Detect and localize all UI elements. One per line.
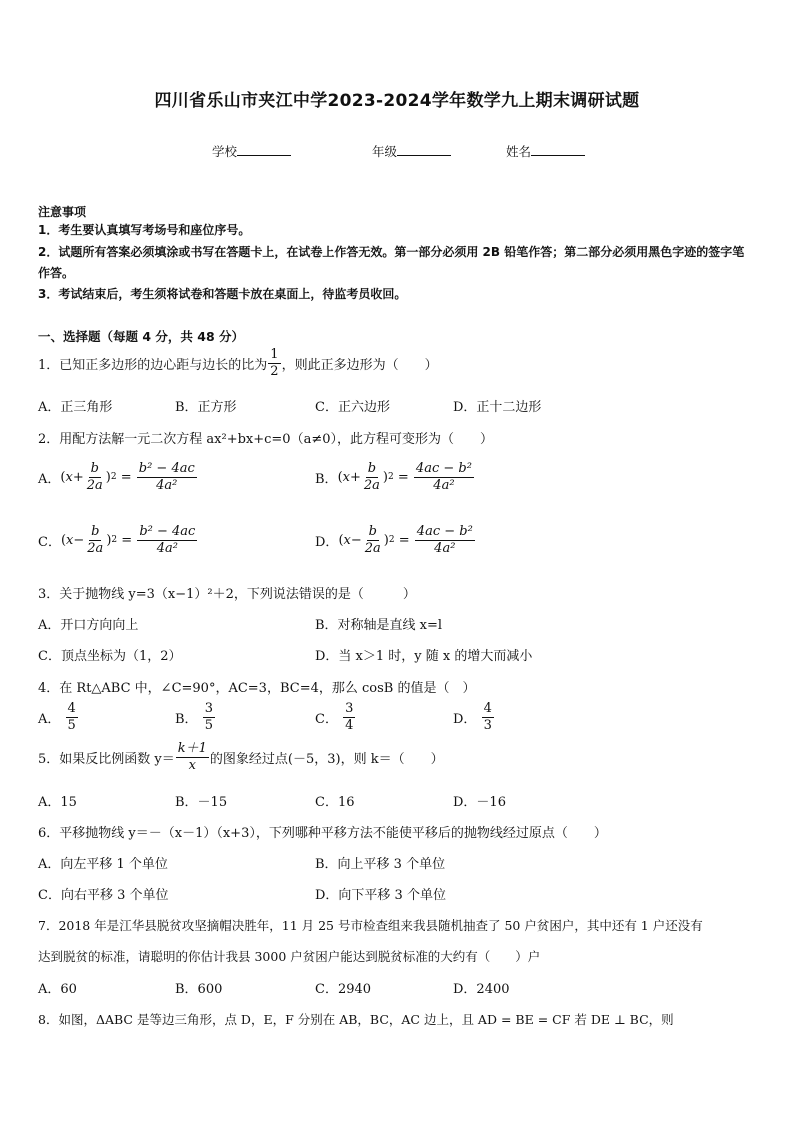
option-d[interactable]: D．向下平移 3 个单位 — [315, 888, 446, 903]
option-a[interactable]: A．15 — [38, 795, 77, 810]
option-a[interactable]: A．向左平移 1 个单位 — [38, 857, 168, 872]
option-c[interactable]: C．2940 — [315, 982, 372, 997]
school-field[interactable]: 学校 — [212, 142, 291, 160]
option-c[interactable]: C．16 — [315, 795, 355, 810]
option-a[interactable]: A．正三角形 — [38, 400, 113, 415]
fraction: $\frac{1}{2}$ — [270, 347, 279, 379]
option-d[interactable]: D．－16 — [453, 795, 506, 810]
notice-item: 1．考生要认真填写考场号和座位序号。 — [38, 223, 251, 237]
option-c[interactable]: C．向右平移 3 个单位 — [38, 888, 169, 903]
option-b[interactable]: B．600 — [175, 982, 223, 997]
option-a[interactable]: A． $\frac{4}{5}$ — [38, 701, 76, 733]
option-d[interactable]: D． ( x − $\frac{b}{2a}$ ) 2 = $\frac{\text{4ac − b²}}{\text{4a²}}$ — [315, 524, 473, 556]
option-a[interactable]: A． ( x + $\frac{b}{2a}$ ) 2 = $\frac{\text{b² − 4ac}}{\text{4a²}}$ — [38, 461, 195, 493]
notice-item: 2．试题所有答案必须填涂或书写在答题卡上，在试卷上作答无效。第一部分必须用 2B 铅笔作答；第二部分必须用黑色字迹的签字笔作答。 — [38, 245, 745, 280]
notice-item: 3．考试结束后，考生须将试卷和答题卡放在桌面上，待监考员收回。 — [38, 287, 407, 301]
option-a[interactable]: A．60 — [38, 982, 77, 997]
question-4: 4．在 Rt△ABC 中，∠C=90°，AC=3，BC=4，那么 cosB 的值是（ ） — [38, 681, 476, 696]
option-b[interactable]: B． ( x + $\frac{b}{2a}$ ) 2 = $\frac{\text{4ac − b²}}{\text{4a²}}$ — [315, 461, 472, 493]
option-a[interactable]: A．开口方向向上 — [38, 618, 139, 633]
grade-field[interactable]: 年级 — [372, 142, 451, 160]
name-field[interactable]: 姓名 — [506, 142, 585, 160]
page-title: 四川省乐山市夹江中学2023-2024学年数学九上期末调研试题 — [154, 91, 640, 111]
notice-heading: 注意事项 — [38, 205, 87, 219]
option-b[interactable]: B． $\frac{3}{5}$ — [175, 701, 213, 733]
question-7-cont: 达到脱贫的标准，请聪明的你估计我县 3000 户贫困户能达到脱贫标准的大约有（ ）户 — [38, 949, 541, 964]
option-d[interactable]: D．当 x＞1 时，y 随 x 的增大而减小 — [315, 649, 533, 664]
option-d[interactable]: D．2400 — [453, 982, 510, 997]
option-d[interactable]: D．正十二边形 — [453, 400, 542, 415]
option-b[interactable]: B．对称轴是直线 x=l — [315, 618, 443, 633]
option-b[interactable]: B．正方形 — [175, 400, 237, 415]
question-3: 3．关于抛物线 y=3（x−1）²＋2，下列说法错误的是（ ） — [38, 587, 416, 602]
question-5: 5．如果反比例函数 y＝ $\frac{k+1}{x}$ 的图象经过点(－5，3)，则 k＝（ ） — [38, 741, 444, 773]
option-d[interactable]: D． $\frac{4}{3}$ — [453, 701, 492, 733]
question-6: 6．平移抛物线 y＝－（x－1）（x+3），下列哪种平移方法不能使平移后的抛物线经过原点（ ） — [38, 826, 607, 841]
question-2: 2．用配方法解一元二次方程 ax²+bx+c=0（a≠0），此方程可变形为（ ） — [38, 432, 493, 447]
question-1: 1．已知正多边形的边心距与边长的比为 $\frac{1}{2}$ ，则此正多边形为（ ） — [38, 347, 438, 379]
question-7: 7．2018 年是江华县脱贫攻坚摘帽决胜年，11 月 25 号市检查组来我县随机抽查了 50 户贫困户，其中还有 1 户还没有 — [38, 918, 703, 933]
option-b[interactable]: B．－15 — [175, 795, 228, 810]
fraction: $\frac{k+1}{x}$ — [177, 741, 207, 773]
question-8: 8．如图，ΔABC 是等边三角形，点 D，E，F 分别在 AB，BC，AC 边上，且 AD = BE = CF 若 DE ⊥ BC，则 — [38, 1012, 674, 1027]
option-c[interactable]: C． $\frac{3}{4}$ — [315, 701, 354, 733]
option-c[interactable]: C．正六边形 — [315, 400, 390, 415]
option-b[interactable]: B．向上平移 3 个单位 — [315, 857, 446, 872]
section-heading: 一、选择题（每题 4 分，共 48 分） — [38, 329, 245, 344]
option-c[interactable]: C．顶点坐标为（1，2） — [38, 649, 182, 664]
option-c[interactable]: C． ( x − $\frac{b}{2a}$ ) 2 = $\frac{\text{b² − 4ac}}{\text{4a²}}$ — [38, 524, 196, 556]
